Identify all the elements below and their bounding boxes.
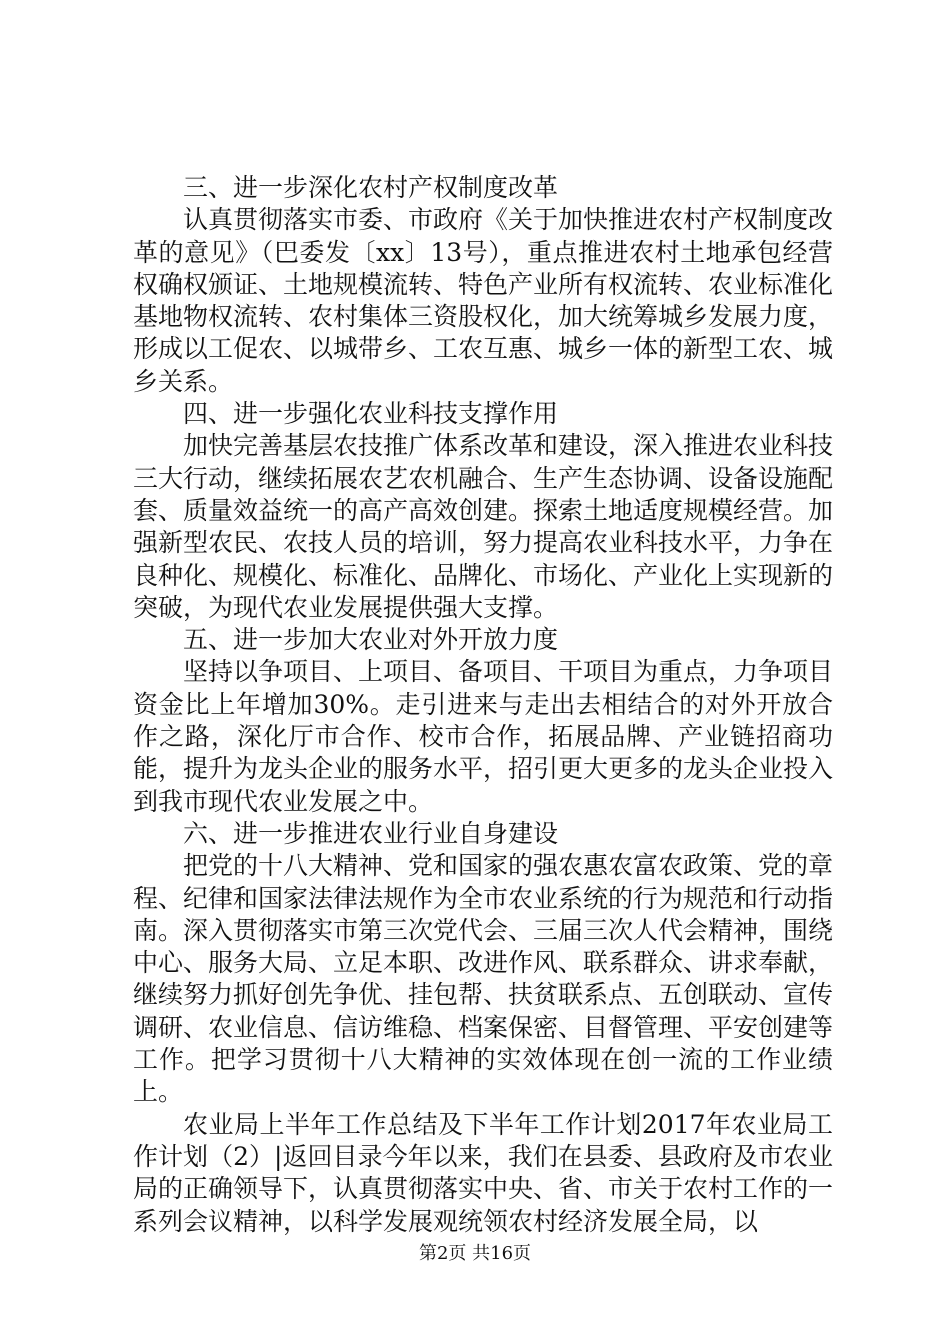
section-paragraph-6: 把党的十八大精神、党和国家的强农惠农富农政策、党的章程、纪律和国家法律法规作为全市农业系统的行为规范和行动指南。深入贯彻落实市第三次党代会、三届三次人代会精神，围绕中心、服务大局、立足本职、改进作风、联系群众、讲求奉献，继续努力抓好创先争优、挂包帮、扶贫联系点、五创联动、宣传调研、农业信息、信访维稳、档案保密、目督管理、平安创建等工作。把学习贯彻十八大精神的实效体现在创一流的工作业绩上。 xyxy=(133,851,834,1107)
section-paragraph-5: 坚持以争项目、上项目、备项目、干项目为重点，力争项目资金比上年增加30%。走引进来与走出去相结合的对外开放合作之路，深化厅市合作、校市合作，拓展品牌、产业链招商功能，提升为龙头企业的服务水平，招引更大更多的龙头企业投入到我市现代农业发展之中。 xyxy=(133,657,834,816)
section-heading-4: 四、进一步强化农业科技支撑作用 xyxy=(183,399,559,429)
next-document-paragraph: 农业局上半年工作总结及下半年工作计划2017年农业局工作计划（2）|返回目录今年以来，我们在县委、县政府及市农业局的正确领导下，认真贯彻落实中央、省、市关于农村工作的一系列会议精神，以科学发展观统领农村经济发展全局，以 xyxy=(133,1109,834,1236)
section-paragraph-3: 认真贯彻落实市委、市政府《关于加快推进农村产权制度改革的意见》（巴委发〔xx〕13号），重点推进农村土地承包经营权确权颁证、土地规模流转、特色产业所有权流转、农业标准化基地物权流转、农村集体三资股权化，加大统筹城乡发展力度，形成以工促农、以城带乡、工农互惠、城乡一体的新型工农、城乡关系。 xyxy=(133,205,834,396)
section-heading-6: 六、进一步推进农业行业自身建设 xyxy=(183,818,559,848)
page-number-footer: 第2页 共16页 xyxy=(418,1243,532,1264)
section-heading-3: 三、进一步深化农村产权制度改革 xyxy=(183,173,559,202)
section-paragraph-4: 加快完善基层农技推广体系改革和建设，深入推进农业科技三大行动，继续拓展农艺农机融合、生产生态协调、设备设施配套、质量效益统一的高产高效创建。探索土地适度规模经营。加强新型农民、农技人员的培训，努力提高农业科技水平，力争在良种化、规模化、标准化、品牌化、市场化、产业化上实现新的突破，为现代农业发展提供强大支撑。 xyxy=(133,431,834,622)
document-body xyxy=(133,172,833,1238)
section-heading-5: 五、进一步加大农业对外开放力度 xyxy=(183,625,559,655)
